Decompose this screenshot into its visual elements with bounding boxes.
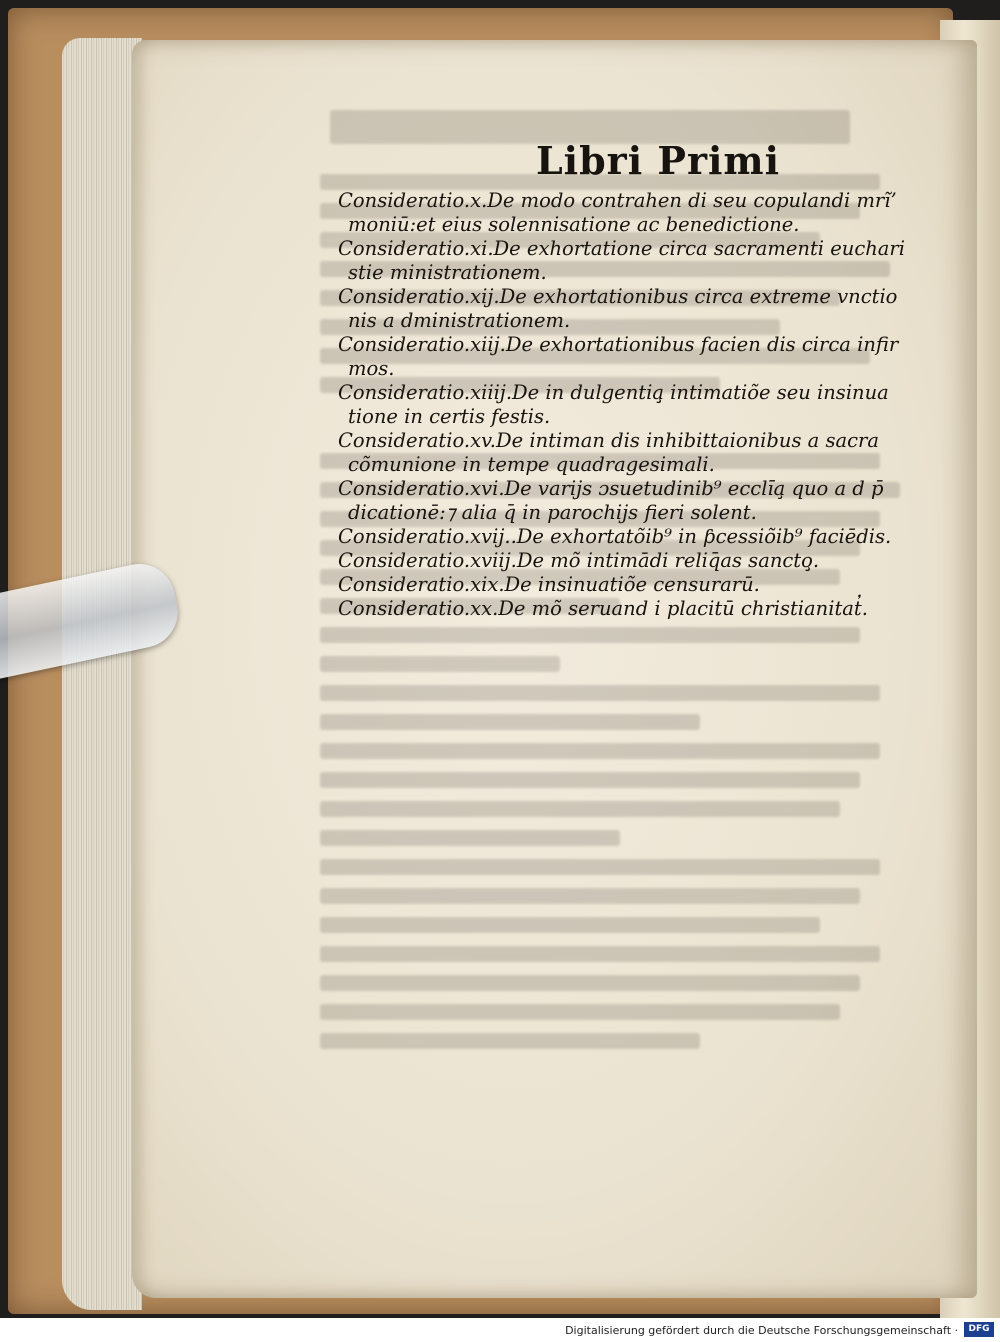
dfg-logo-icon[interactable]: DFG [964, 1322, 994, 1337]
entry-line: Consideratio.xv.De intiman dis inhibittaionibus a sacra [338, 429, 879, 452]
consideratio-entry [338, 429, 938, 477]
consideratio-entry [338, 597, 938, 621]
entry-line: nis a dministrationem. [348, 309, 571, 332]
entry-line: tione in certis festis. [348, 405, 551, 428]
entry-line: Consideratio.x.De modo contrahen di seu copulandi mrĩ’ [338, 189, 897, 212]
entry-line: Consideratio.xi.De exhortatione circa sacramenti euchari [338, 237, 905, 260]
entry-line: Consideratio.xx.De mõ seruand i placitū christianitat̓. [338, 597, 868, 620]
page-stack-edge [62, 38, 142, 1310]
entry-line: Consideratio.xiij.De exhortationibus facien dis circa infir [338, 333, 899, 356]
entry-line: Consideratio.xvi.De varijs ɔsuetudinib⁹ ecclı̄a̧ quo a d p̄ [338, 477, 884, 500]
entry-line: mos. [348, 357, 395, 380]
consideratio-entry [338, 525, 938, 549]
entry-line: cõmunione in tempe quadragesimali. [348, 453, 715, 476]
consideratio-entry [338, 189, 938, 237]
entry-line: dicationē:⁊ alia q̄ in parochijs fieri solent. [348, 501, 757, 524]
consideratio-entry [338, 477, 938, 525]
entry-line: moniū:et eius solennisatione ac benedictione. [348, 213, 800, 236]
entry-line: Consideratio.xij.De exhortationibus circa extreme vnctio [338, 285, 898, 308]
entry-line: Consideratio.xiiij.De in dulgentia̧̧ intimatiõe seu insinua [338, 381, 889, 404]
page-heading: Libri Primi [535, 138, 781, 183]
entry-line: Consideratio.xviij.De mõ intimādi reliq̄as sancto̧̧. [338, 549, 820, 572]
footer-bar [0, 1318, 1000, 1342]
funding-credit: Digitalisierung gefördert durch die Deutsche Forschungsgemeinschaft · [565, 1324, 958, 1337]
consideratio-entry [338, 549, 938, 573]
consideratio-entry [338, 573, 938, 597]
entry-line: stie ministrationem. [348, 261, 547, 284]
consideratio-entry [338, 237, 938, 285]
consideratio-entry [338, 381, 938, 429]
consideratio-entry [338, 333, 938, 381]
consideratio-entry [338, 285, 938, 333]
entry-line: Consideratio.xix.De insinuatiõe censurarū. [338, 573, 760, 596]
page-text [338, 138, 938, 621]
entry-line: Consideratio.xvij..De exhortatõib⁹ in ƥcessiõib⁹ faciēdis. [338, 525, 892, 548]
